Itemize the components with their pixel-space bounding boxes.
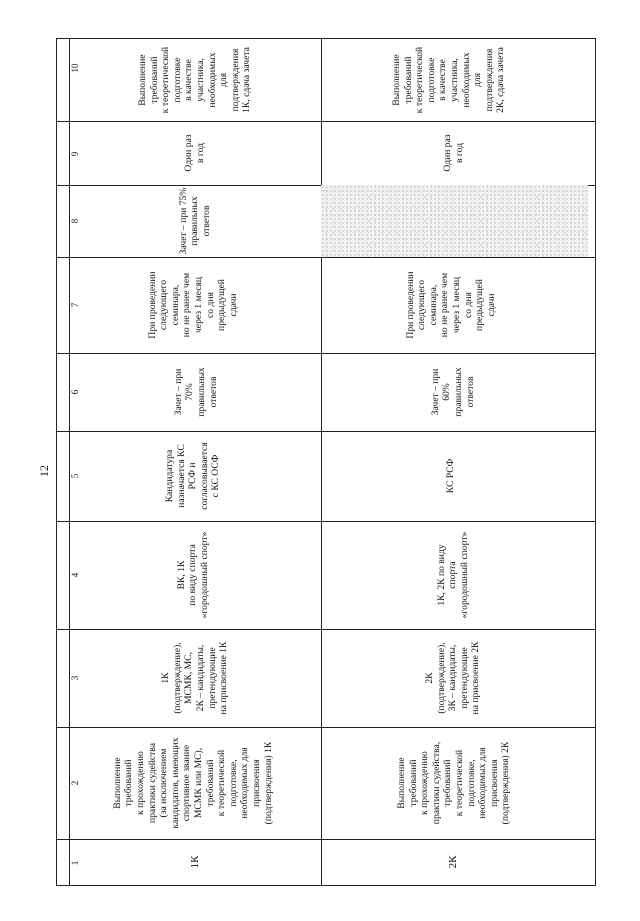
- column-divider: [57, 257, 595, 258]
- row-1-credit: Зачет – при 70% правильных ответов: [172, 367, 219, 417]
- row-divider: [321, 39, 322, 885]
- column-divider: [57, 629, 595, 630]
- header-col-9: 9: [70, 151, 80, 157]
- header-col-1: 1: [70, 860, 80, 866]
- row-2-approval: КС РСФ: [445, 458, 457, 494]
- row-2-result: Выполнение требований к теоретической подготовке в качестве участника, необходимых для подтверждения 2К, сдача зачета: [391, 46, 507, 114]
- header-col-3: 3: [70, 675, 80, 681]
- requirements-table: [56, 38, 596, 886]
- row-2-frequency: Один раз в год: [442, 134, 465, 172]
- row-1-result: Выполнение требований к теоретической подготовке в качестве участника, необходимых для подтверждения 1К, сдача зачета: [137, 46, 253, 114]
- row-1-col8: Зачет – при 75% правильных ответов: [177, 187, 212, 255]
- shaded-cell: [321, 185, 588, 257]
- row-1-sport: ВК, 1К по виду спорта «городошный спорт»: [175, 531, 210, 619]
- header-col-5: 5: [70, 473, 80, 479]
- column-divider: [57, 521, 595, 522]
- header-col-7: 7: [70, 302, 80, 308]
- row-1-frequency: Один раз в год: [183, 134, 206, 172]
- row-2-requirements: Выполнение требований к прохождению практики судейства, требований к теоретической подготовке, необходимых для присвоения (подтверждения) 2К: [396, 741, 512, 825]
- header-col-6: 6: [70, 389, 80, 395]
- column-divider: [57, 431, 595, 432]
- header-col-4: 4: [70, 572, 80, 578]
- row-2-credit: Зачет – при 60% правильных ответов: [429, 367, 476, 417]
- header-col-8: 8: [70, 218, 80, 224]
- row-2-sport: 1К, 2К по виду спорта «городошный спорт»: [435, 531, 470, 619]
- row-2-label: 2К: [446, 855, 459, 869]
- header-col-2: 2: [70, 780, 80, 786]
- header-col-10: 10: [70, 63, 80, 73]
- row-1-approval: Кандидатура назначается КС РСФ и согласовывается с КС ОСФ: [164, 442, 222, 510]
- row-1-ranks: 1К (подтверждение), МСМК, МС, 2К – кандидаты, претендующие на присвоение 1К: [160, 641, 230, 715]
- page-number: 12: [37, 465, 51, 477]
- row-2-ranks: 2К (подтверждение), 3К – кандидаты, претендующие на присвоение 2К: [424, 641, 482, 715]
- row-1-requirements: Выполнение требований к прохождению практики судейства (за исключением кандидатов, имеющих спортивное звание МСМК или МС), требований к теоретической подготовке, необходимых для присвоения (подтверждения) 1К: [111, 737, 274, 829]
- row-2-retake: При проведении следующего семинара, но не ранее чем через 1 месяц со дня предыдущей сдачи: [404, 271, 497, 339]
- row-1-retake: При проведении следующего семинара, но не ранее чем через 1 месяц со дня предыдущей сдачи: [146, 271, 239, 339]
- column-divider: [57, 353, 595, 354]
- row-1-label: 1К: [188, 855, 201, 869]
